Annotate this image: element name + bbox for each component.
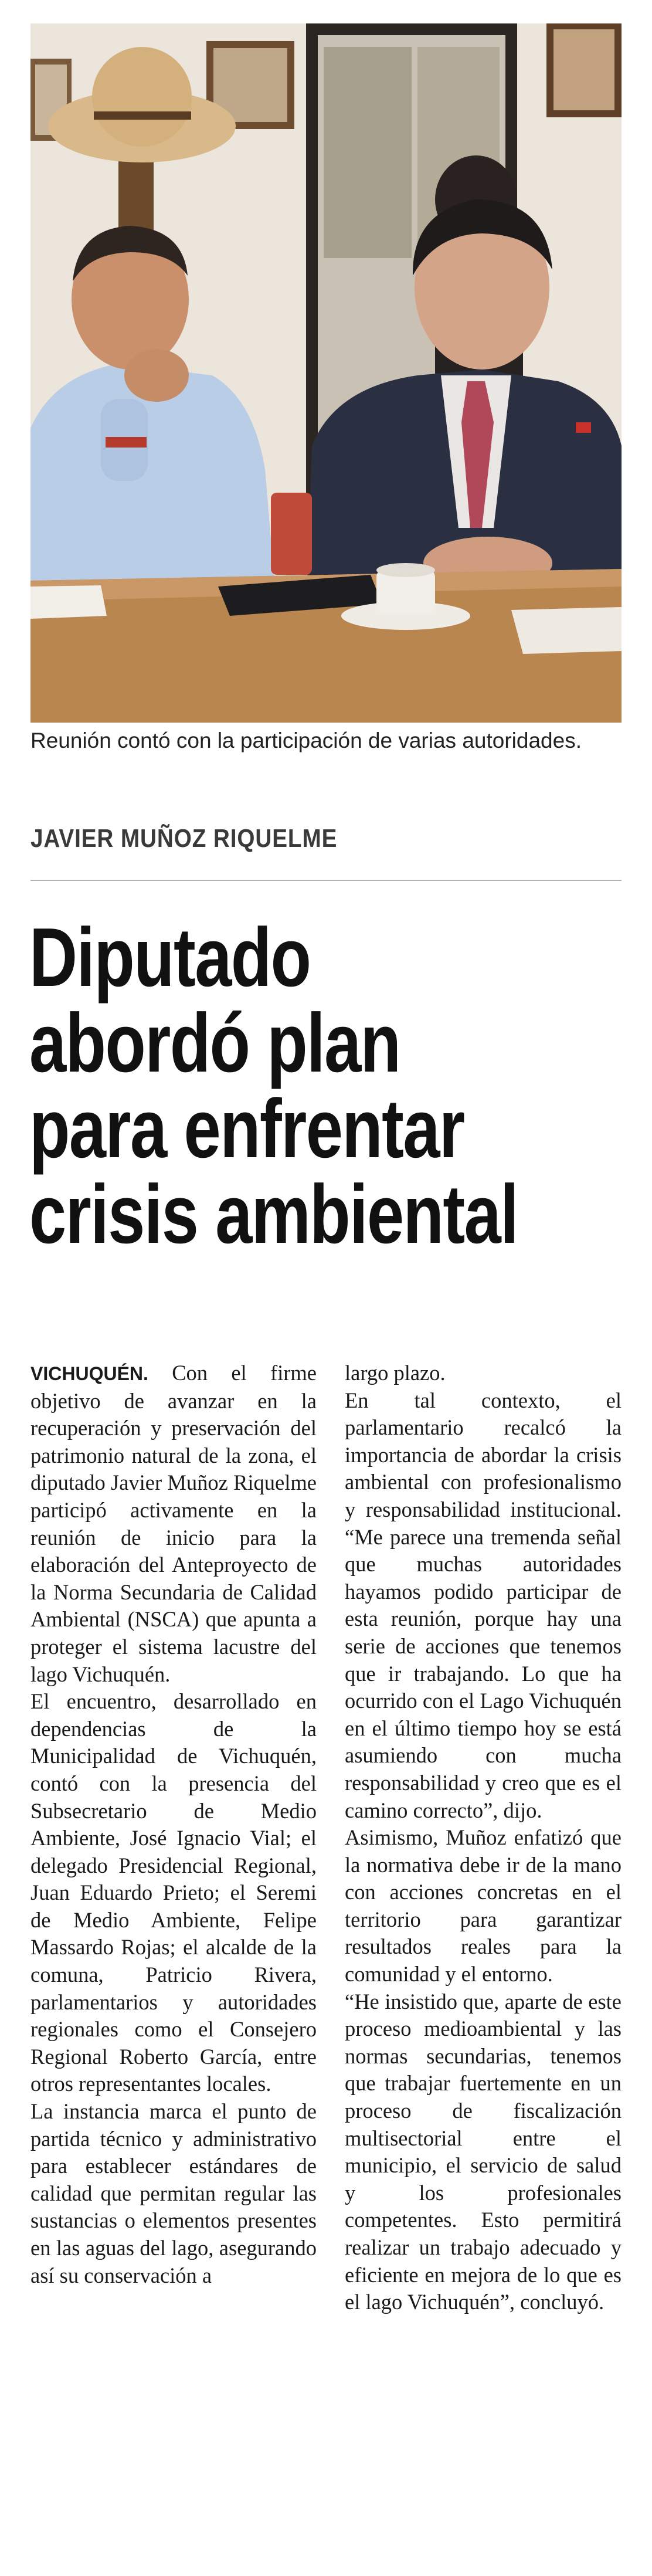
author-byline: JAVIER MUÑOZ RIQUELME	[30, 824, 338, 853]
body-column-left	[30, 1360, 317, 2289]
paragraph: Asimismo, Muñoz enfatizó que la normativa debe ir de la mano con acciones concretas en el territorio para garantizar resultados reales para la comunidad y el entorno.	[345, 1825, 622, 1987]
article-photo	[30, 23, 622, 723]
headline-line: abordó plan	[29, 996, 400, 1090]
headline-line: para enfrentar	[29, 1082, 464, 1175]
paragraph: “He insistido que, aparte de este proceso medioambiental y las normas secundarias, tenemos que trabajar fuertemente en un proceso de fiscalización multisectorial entre el municipio, el servicio de salud y los profesionales competentes. Esto permitirá realizar un trabajo adecuado y eficiente en mejora de lo que es el lago Vichuquén”, concluyó.	[345, 1989, 622, 2314]
dateline: VICHUQUÉN.	[30, 1363, 148, 1384]
body-column-right	[345, 1360, 622, 2316]
photo-caption: Reunión contó con la participación de varias autoridades.	[30, 728, 582, 753]
paragraph-text: Con el firme objetivo de avanzar en la recuperación y preservación del patrimonio natural de la zona, el diputado Javier Muñoz Riquelme participó activamente en la reunión de inicio para la elaboración del Anteproyecto de la Norma Secundaria de Calidad Ambiental (NSCA) que apunta a proteger el sistema lacustre del lago Vichuquén.	[30, 1361, 317, 1686]
paragraph: En tal contexto, el parlamentario recalcó la importancia de abordar la crisis ambiental con profesionalismo y responsabilidad institucional. “Me parece una tremenda señal que muchas autoridades hayamos podido participar de esta reunión, porque hay una serie de acciones que tenemos que ir trabajando. Lo que ha ocurrido con el Lago Vichuquén en el último tiempo hoy se está asumiendo con mucha responsabilidad y creo que es el camino correcto”, dijo.	[345, 1388, 622, 1822]
headline-line: crisis ambiental	[29, 1168, 518, 1261]
paragraph: El encuentro, desarrollado en dependencias de la Municipalidad de Vichuquén, contó con la presencia del Subsecretario de Medio Ambiente, José Ignacio Vial; el delegado Presidencial Regional, Juan Eduardo Prieto; el Seremi de Medio Ambiente, Felipe Massardo Rojas; el alcalde de la comuna, Patricio Rivera, parlamentarios y autoridades regionales como el Consejero Regional Roberto García, entre otros representantes locales.	[30, 1689, 317, 2096]
headline-line: Diputado	[29, 911, 311, 1004]
headline	[29, 911, 639, 1261]
paragraph: largo plazo.	[345, 1361, 446, 1385]
paragraph	[30, 1360, 317, 1688]
paragraph: La instancia marca el punto de partida técnico y administrativo para establecer estándares de calidad que permitan regular las sustancias o elementos presentes en las aguas del lago, asegurando así su conservación a	[30, 2099, 317, 2287]
meeting-photo-illustration	[30, 23, 622, 723]
divider	[30, 880, 622, 881]
